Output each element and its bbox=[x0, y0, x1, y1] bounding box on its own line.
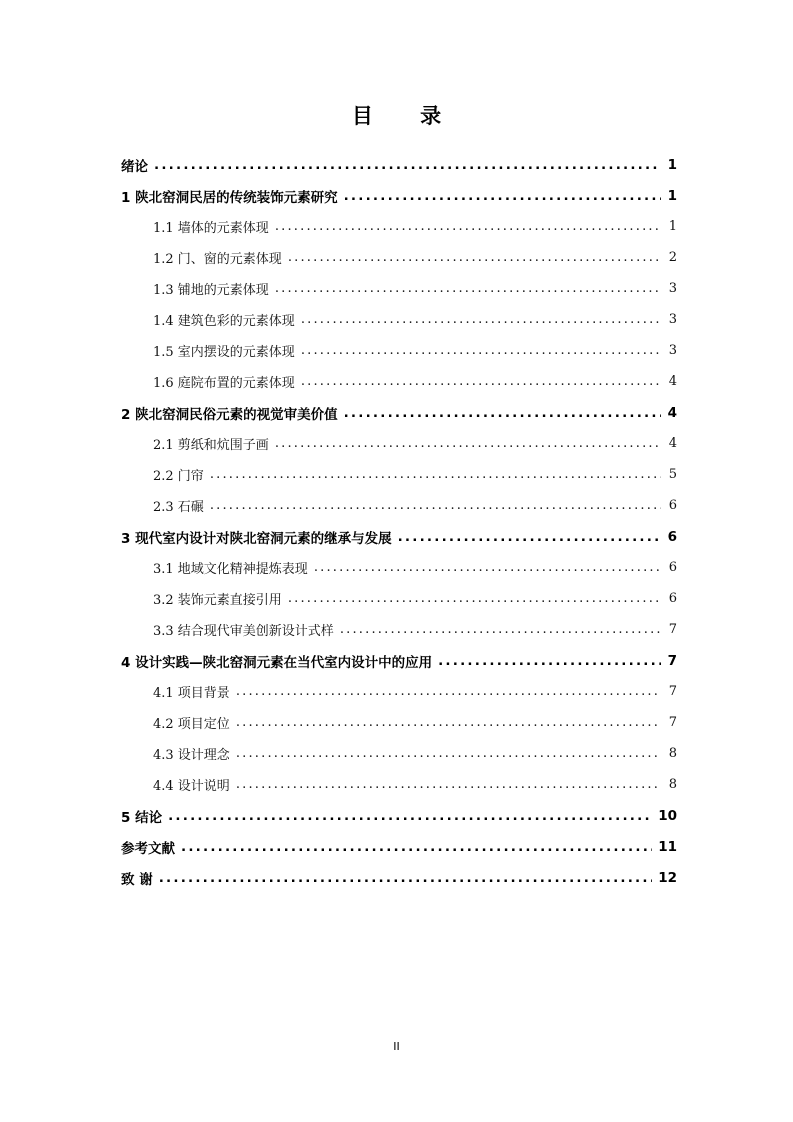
toc-entry-label: 绪论 bbox=[121, 158, 148, 175]
dot-leader bbox=[236, 777, 661, 792]
toc-entry-label: 3.2 装饰元素直接引用 bbox=[153, 593, 282, 608]
toc-entry-section[interactable] bbox=[121, 676, 677, 707]
toc-entry-section[interactable] bbox=[121, 304, 677, 335]
toc-entry-label: 致 谢 bbox=[121, 871, 153, 888]
toc-entry-page-number: 6 bbox=[667, 528, 677, 545]
dot-leader bbox=[168, 808, 652, 824]
toc-entry-page-number: 7 bbox=[668, 684, 677, 699]
dot-leader bbox=[275, 219, 661, 234]
toc-entry-page-number: 10 bbox=[658, 807, 677, 824]
toc-entry-label: 1 陕北窑洞民居的传统装饰元素研究 bbox=[121, 189, 338, 206]
toc-entry-page-number: 7 bbox=[668, 622, 677, 637]
dot-leader bbox=[438, 653, 661, 669]
toc-entry-section[interactable] bbox=[121, 614, 677, 645]
toc-entry-page-number: 8 bbox=[668, 746, 677, 761]
toc-entry-label: 4.1 项目背景 bbox=[153, 686, 230, 701]
dot-leader bbox=[159, 870, 653, 886]
dot-leader bbox=[340, 622, 661, 637]
dot-leader bbox=[275, 436, 661, 451]
toc-entry-label: 2.1 剪纸和炕围子画 bbox=[153, 438, 269, 453]
dot-leader bbox=[288, 250, 661, 265]
toc-entry-page-number: 3 bbox=[668, 281, 677, 296]
dot-leader bbox=[314, 560, 661, 575]
toc-entry-section[interactable] bbox=[121, 707, 677, 738]
toc-entry-page-number: 12 bbox=[658, 869, 677, 886]
toc-entry-label: 3.3 结合现代审美创新设计式样 bbox=[153, 624, 334, 639]
table-of-contents bbox=[121, 149, 677, 893]
toc-entry-page-number: 4 bbox=[668, 374, 677, 389]
toc-entry-label: 4 设计实践—陕北窑洞元素在当代室内设计中的应用 bbox=[121, 654, 433, 671]
toc-entry-chapter[interactable] bbox=[121, 831, 677, 862]
toc-entry-section[interactable] bbox=[121, 211, 677, 242]
toc-entry-chapter[interactable] bbox=[121, 800, 677, 831]
dot-leader bbox=[398, 529, 661, 545]
dot-leader bbox=[154, 157, 661, 173]
toc-entry-chapter[interactable] bbox=[121, 645, 677, 676]
toc-entry-section[interactable] bbox=[121, 490, 677, 521]
dot-leader bbox=[210, 467, 661, 482]
dot-leader bbox=[301, 374, 661, 389]
toc-entry-label: 1.5 室内摆设的元素体现 bbox=[153, 345, 295, 360]
dot-leader bbox=[275, 281, 661, 296]
dot-leader bbox=[181, 839, 652, 855]
toc-entry-section[interactable] bbox=[121, 459, 677, 490]
toc-entry-label: 3 现代室内设计对陕北窑洞元素的继承与发展 bbox=[121, 530, 392, 547]
toc-entry-chapter[interactable] bbox=[121, 862, 677, 893]
footer-page-number: II bbox=[393, 1040, 400, 1053]
toc-entry-page-number: 2 bbox=[668, 250, 677, 265]
dot-leader bbox=[236, 684, 661, 699]
toc-entry-page-number: 1 bbox=[667, 156, 677, 173]
toc-entry-label: 4.3 设计理念 bbox=[153, 748, 230, 763]
page-title: 目 录 bbox=[351, 104, 462, 128]
dot-leader bbox=[236, 746, 661, 761]
toc-entry-chapter[interactable] bbox=[121, 521, 677, 552]
toc-entry-section[interactable] bbox=[121, 552, 677, 583]
toc-entry-section[interactable] bbox=[121, 366, 677, 397]
toc-entry-page-number: 1 bbox=[668, 219, 677, 234]
toc-entry-section[interactable] bbox=[121, 583, 677, 614]
toc-entry-page-number: 3 bbox=[668, 312, 677, 327]
toc-entry-page-number: 11 bbox=[658, 838, 677, 855]
toc-entry-chapter[interactable] bbox=[121, 180, 677, 211]
toc-entry-label: 4.2 项目定位 bbox=[153, 717, 230, 732]
toc-entry-section[interactable] bbox=[121, 769, 677, 800]
toc-entry-page-number: 8 bbox=[668, 777, 677, 792]
toc-entry-page-number: 6 bbox=[668, 560, 677, 575]
toc-entry-label: 2.3 石碾 bbox=[153, 500, 204, 515]
toc-entry-section[interactable] bbox=[121, 335, 677, 366]
dot-leader bbox=[344, 405, 661, 421]
toc-entry-label: 3.1 地域文化精神提炼表现 bbox=[153, 562, 308, 577]
toc-entry-page-number: 7 bbox=[667, 652, 677, 669]
toc-entry-chapter[interactable] bbox=[121, 397, 677, 428]
dot-leader bbox=[301, 312, 661, 327]
toc-entry-label: 4.4 设计说明 bbox=[153, 779, 230, 794]
toc-entry-label: 2 陕北窑洞民俗元素的视觉审美价值 bbox=[121, 406, 338, 423]
toc-entry-label: 1.4 建筑色彩的元素体现 bbox=[153, 314, 295, 329]
dot-leader bbox=[288, 591, 661, 606]
toc-entry-label: 2.2 门帘 bbox=[153, 469, 204, 484]
dot-leader bbox=[344, 188, 661, 204]
toc-entry-page-number: 6 bbox=[668, 591, 677, 606]
toc-entry-label: 1.1 墙体的元素体现 bbox=[153, 221, 269, 236]
toc-entry-label: 1.3 铺地的元素体现 bbox=[153, 283, 269, 298]
toc-entry-label: 参考文献 bbox=[121, 840, 175, 857]
toc-entry-page-number: 4 bbox=[668, 436, 677, 451]
toc-entry-section[interactable] bbox=[121, 242, 677, 273]
toc-entry-page-number: 4 bbox=[667, 404, 677, 421]
toc-entry-page-number: 6 bbox=[668, 498, 677, 513]
toc-entry-page-number: 7 bbox=[668, 715, 677, 730]
toc-entry-section[interactable] bbox=[121, 738, 677, 769]
dot-leader bbox=[301, 343, 661, 358]
toc-entry-page-number: 3 bbox=[668, 343, 677, 358]
toc-entry-label: 1.6 庭院布置的元素体现 bbox=[153, 376, 295, 391]
toc-entry-section[interactable] bbox=[121, 428, 677, 459]
toc-entry-label: 1.2 门、窗的元素体现 bbox=[153, 252, 282, 267]
toc-entry-page-number: 5 bbox=[668, 467, 677, 482]
toc-entry-page-number: 1 bbox=[667, 187, 677, 204]
dot-leader bbox=[210, 498, 661, 513]
toc-entry-chapter[interactable] bbox=[121, 149, 677, 180]
toc-entry-label: 5 结论 bbox=[121, 809, 163, 826]
dot-leader bbox=[236, 715, 661, 730]
toc-entry-section[interactable] bbox=[121, 273, 677, 304]
